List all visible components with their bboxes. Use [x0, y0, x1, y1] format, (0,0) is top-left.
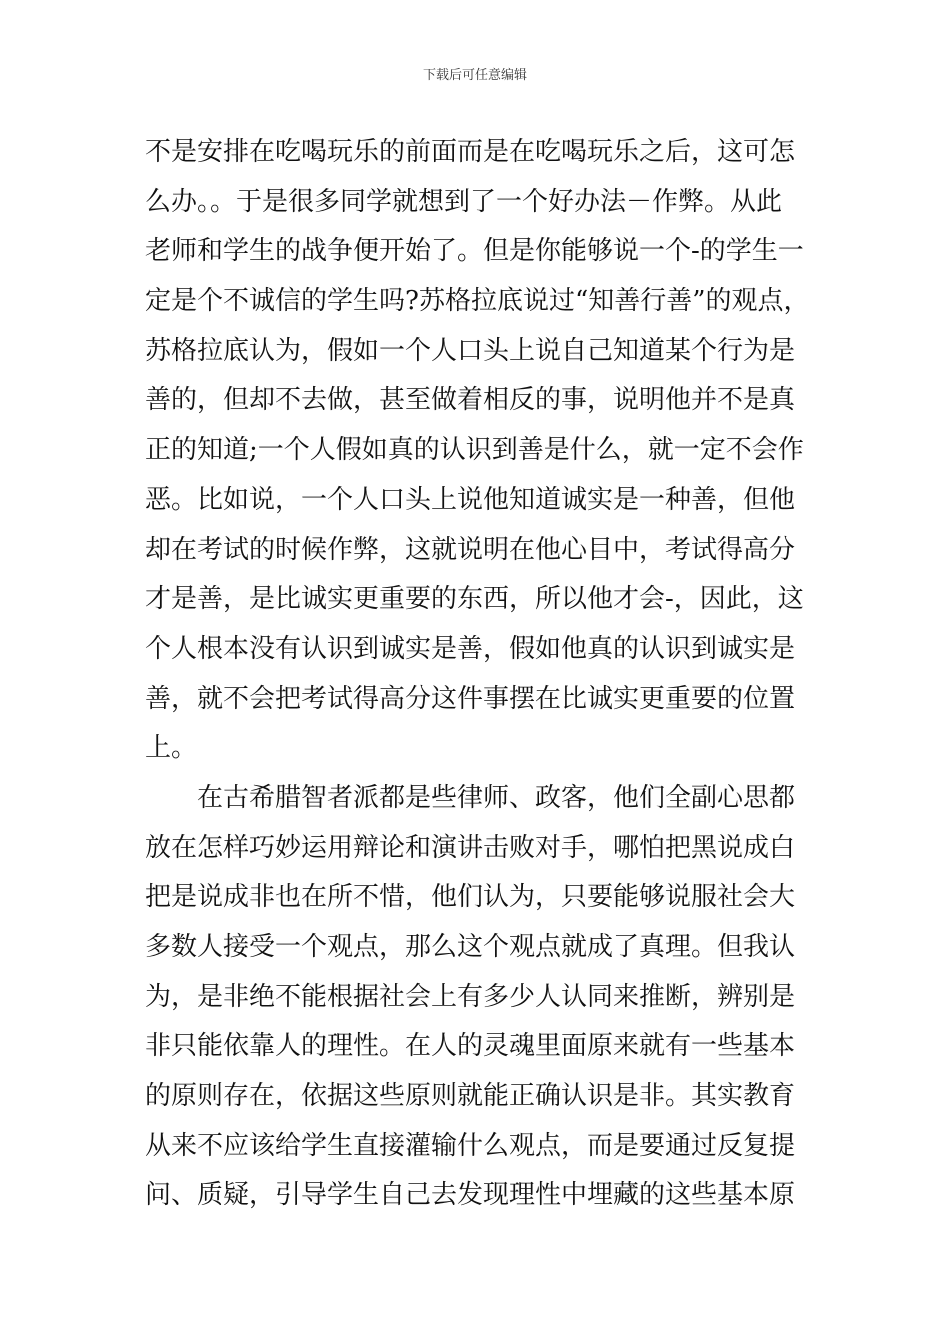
text-line: 的原则存在，依据这些原则就能正确认识是非。其实教育 — [145, 1081, 796, 1112]
text-line: 把是说成非也在所不惜，他们认为，只要能够说服社会大 — [145, 882, 796, 913]
text-line: 么办。。于是很多同学就想到了一个好办法－作弊。从此 — [145, 186, 783, 217]
text-line: 非只能依靠人的理性。在人的灵魂里面原来就有一些基本 — [145, 1031, 796, 1062]
text-line: 才是善，是比诚实更重要的东西，所以他才会-，因此，这 — [145, 584, 804, 615]
page-header: 下载后可任意编辑 — [422, 68, 527, 83]
text-line: 苏格拉底认为，假如一个人口头上说自己知道某个行为是 — [145, 335, 796, 366]
text-line: 从来不应该给学生直接灌输什么观点，而是要通过反复提 — [145, 1130, 796, 1161]
document-body — [145, 128, 810, 1221]
text-line: 老师和学生的战争便开始了。但是你能够说一个-的学生一 — [145, 236, 804, 267]
text-line: 为，是非绝不能根据社会上有多少人认同来推断，辨别是 — [145, 981, 796, 1012]
text-line: 定是个不诚信的学生吗?苏格拉底说过“知善行善”的观点， — [145, 286, 810, 317]
text-line: 个人根本没有认识到诚实是善，假如他真的认识到诚实是 — [145, 633, 796, 664]
paragraph-2 — [145, 774, 810, 1221]
text-line: 上。 — [145, 733, 198, 764]
text-line: 放在怎样巧妙运用辩论和演讲击败对手，哪怕把黑说成白 — [145, 832, 796, 863]
text-line: 善的，但却不去做，甚至做着相反的事，说明他并不是真 — [145, 385, 796, 416]
text-line-indented: 在古希腊智者派都是些律师、政客，他们全副心思都 — [197, 782, 796, 813]
text-line: 不是安排在吃喝玩乐的前面而是在吃喝玩乐之后，这可怎 — [145, 137, 796, 167]
text-line: 善，就不会把考试得高分这件事摆在比诚实更重要的位置 — [145, 683, 796, 714]
paragraph-1 — [145, 128, 810, 774]
text-line: 恶。比如说，一个人口头上说他知道诚实是一种善，但他 — [145, 484, 796, 515]
text-line: 多数人接受一个观点，那么这个观点就成了真理。但我认 — [145, 932, 796, 962]
text-line: 却在考试的时候作弊，这就说明在他心目中，考试得高分 — [145, 534, 796, 565]
text-line: 正的知道;一个人假如真的认识到善是什么，就一定不会作 — [145, 435, 804, 466]
text-line: 问、质疑，引导学生自己去发现理性中埋藏的这些基本原 — [145, 1180, 796, 1211]
